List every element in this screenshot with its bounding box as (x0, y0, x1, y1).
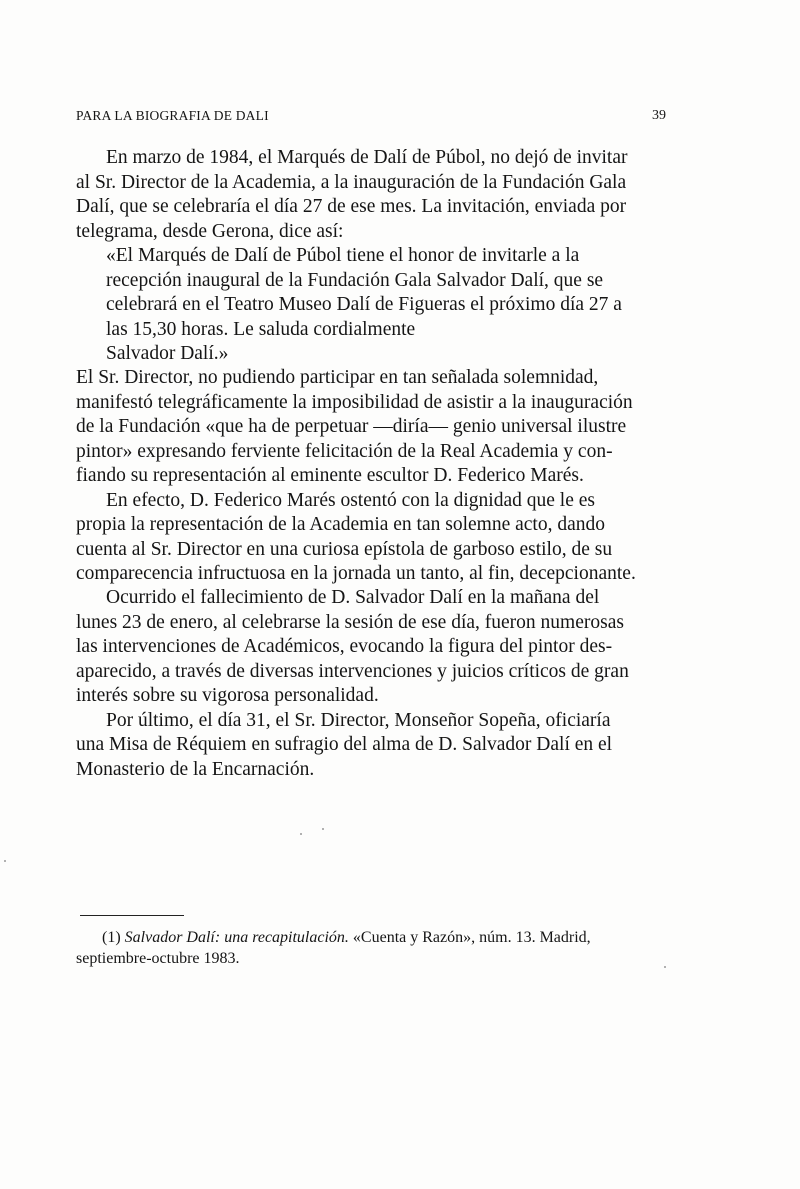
text-line: telegrama, desde Gerona, dice así: (76, 220, 344, 242)
text-line: las intervenciones de Académicos, evocando la figura del pintor des- (76, 636, 613, 657)
text-line: aparecido, a través de diversas intervenciones y juicios críticos de gran (76, 660, 629, 682)
scan-speck (4, 860, 6, 862)
footnote-line: septiembre-octubre 1983. (76, 950, 240, 967)
footnote-source: «Cuenta y Razón», núm. 13. Madrid, (352, 929, 591, 946)
text-line: de la Fundación «que ha de perpetuar —diría— genio universal ilustre (76, 416, 627, 437)
text-line: una Misa de Réquiem en sufragio del alma de D. Salvador Dalí en el (76, 734, 613, 755)
text-line: Dalí, que se celebraría el día 27 de ese mes. La invitación, enviada por (76, 196, 627, 217)
footnote (76, 927, 668, 969)
paragraph-death (76, 586, 668, 709)
text-line: En efecto, D. Federico Marés ostentó con la dignidad que le es (106, 489, 595, 511)
text-line: El Sr. Director, no pudiendo participar en tan señalada solemnidad, (76, 367, 599, 388)
text-line: lunes 23 de enero, al celebrarse la sesión de ese día, fueron numerosas (76, 611, 624, 633)
text-line: Ocurrido el fallecimiento de D. Salvador Dalí en la mañana del (106, 587, 600, 608)
text-line: pintor» expresando ferviente felicitación de la Real Academia y con- (76, 440, 613, 462)
quote-line: «El Marqués de Dalí de Púbol tiene el honor de invitarle a la (106, 245, 580, 266)
quote-signature: Salvador Dalí.» (106, 343, 229, 364)
page-number: 39 (652, 108, 666, 123)
quote-line: las 15,30 horas. Le saluda cordialmente (106, 318, 416, 340)
text-line: Por último, el día 31, el Sr. Director, Monseñor Sopeña, oficiaría (106, 709, 611, 731)
text-line: manifestó telegráficamente la imposibilidad de asistir a la inauguración (76, 391, 633, 413)
text-line: fiando su representación al eminente escultor D. Federico Marés. (76, 465, 584, 486)
telegram-quote (106, 244, 668, 367)
footnote-title: Salvador Dalí: una recapitulación. (124, 929, 349, 946)
scan-speck (300, 833, 302, 835)
footnote-line (76, 927, 668, 948)
paragraph-requiem (76, 709, 668, 783)
quote-line: recepción inaugural de la Fundación Gala Salvador Dalí, que se (106, 269, 604, 291)
paragraph-invitation (76, 146, 668, 171)
text-line: propia la representación de la Academia en tan solemne acto, dando (76, 514, 605, 535)
text-line: cuenta al Sr. Director en una curiosa epístola de garboso estilo, de su (76, 538, 613, 560)
text-line: al Sr. Director de la Academia, a la inauguración de la Fundación Gala (76, 171, 627, 193)
paragraph-mares (76, 489, 668, 587)
quote-line: celebrará en el Teatro Museo Dalí de Figueras el próximo día 27 a (106, 294, 622, 315)
footnote-marker: (1) (102, 929, 121, 946)
paragraph-director-reply (76, 366, 668, 489)
text-line: Monasterio de la Encarnación. (76, 758, 315, 780)
text-line: interés sobre su vigorosa personalidad. (76, 685, 379, 706)
text-line: En marzo de 1984, el Marqués de Dalí de Púbol, no dejó de invitar (106, 147, 628, 168)
text-line: comparecencia infructuosa en la jornada un tanto, al fin, decepcionante. (76, 563, 636, 584)
footnote-rule (80, 915, 184, 916)
scan-speck (322, 828, 324, 830)
running-head: PARA LA BIOGRAFIA DE DALI (76, 108, 269, 123)
paragraph-invitation-cont (76, 171, 668, 245)
